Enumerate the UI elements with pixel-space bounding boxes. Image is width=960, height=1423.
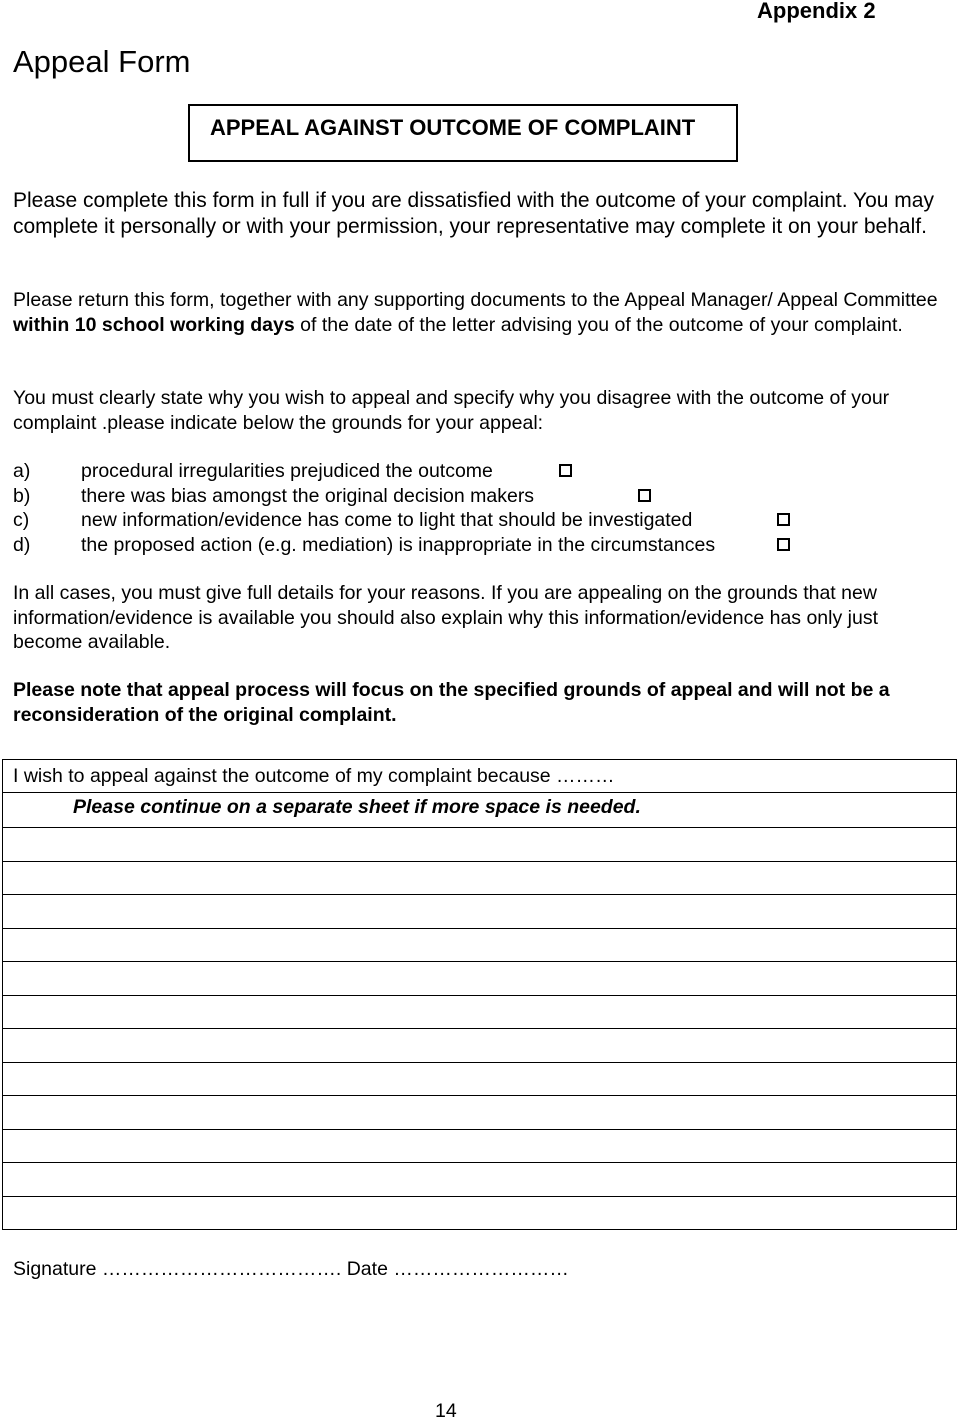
return-instructions-after: of the date of the letter advising you of the outcome of your complaint. [294, 313, 903, 336]
form-title: Appeal Form [13, 44, 191, 79]
ground-item-c [13, 508, 943, 533]
reason-line[interactable] [3, 895, 957, 929]
ground-text: new information/evidence has come to light that should be investigated [81, 509, 693, 531]
ground-item-b [13, 484, 943, 509]
reason-prompt[interactable]: I wish to appeal against the outcome of my complaint because ……… [3, 760, 957, 793]
grounds-intro: You must clearly state why you wish to appeal and specify why you disagree with the outcome of your complaint .please indicate below the grounds for your appeal: [13, 387, 890, 434]
ground-item-d [13, 533, 943, 558]
continue-note: Please continue on a separate sheet if more space is needed. [3, 793, 957, 828]
reason-line[interactable] [3, 1096, 957, 1130]
return-instructions-before: Please return this form, together with any supporting documents to the Appeal Manager/ Appeal Committee [13, 289, 938, 311]
ground-text: procedural irregularities prejudiced the outcome [81, 460, 493, 482]
ground-checkbox-b[interactable] [638, 489, 651, 502]
ground-letter: d) [13, 533, 31, 556]
reason-table [2, 759, 957, 1230]
reason-line[interactable] [3, 861, 957, 895]
reason-line[interactable] [3, 1163, 957, 1197]
reason-line[interactable] [3, 1129, 957, 1163]
page-number: 14 [435, 1400, 457, 1422]
ground-checkbox-d[interactable] [777, 538, 790, 551]
ground-text: there was bias amongst the original decision makers [81, 484, 535, 507]
appendix-label: Appendix 2 [757, 0, 876, 23]
ground-checkbox-a[interactable] [559, 464, 572, 477]
ground-letter: c) [13, 509, 30, 531]
ground-checkbox-c[interactable] [777, 513, 790, 526]
heading-text: APPEAL AGAINST OUTCOME OF COMPLAINT [210, 115, 696, 140]
return-instructions-deadline: within 10 school working days [13, 313, 295, 336]
reason-line[interactable] [3, 1029, 957, 1063]
grounds-list [13, 459, 943, 557]
signature-date-line[interactable]: Signature ………………………………. Date ……………………… [13, 1258, 569, 1280]
ground-text: the proposed action (e.g. mediation) is inappropriate in the circumstances [81, 533, 716, 556]
reason-line[interactable] [3, 995, 957, 1029]
ground-letter: b) [13, 484, 31, 507]
ground-item-a [13, 459, 943, 484]
return-instructions [13, 288, 943, 337]
reason-line[interactable] [3, 828, 957, 862]
intro-paragraph: Please complete this form in full if you are dissatisfied with the outcome of your complaint. You may complete it personally or with your permission, your representative may complete it on your behalf. [13, 189, 934, 238]
ground-letter: a) [13, 460, 31, 482]
reason-line[interactable] [3, 962, 957, 996]
heading-box [188, 104, 738, 162]
reason-line[interactable] [3, 928, 957, 962]
focus-note: Please note that appeal process will focus on the specified grounds of appeal and will not be a reconsideration of the original complaint. [13, 679, 890, 726]
reason-line[interactable] [3, 1196, 957, 1230]
details-note: In all cases, you must give full details for your reasons. If you are appealing on the grounds that new information/evidence is available you should also explain why this information/evidence has only just become available. [13, 582, 878, 653]
reason-line[interactable] [3, 1062, 957, 1096]
